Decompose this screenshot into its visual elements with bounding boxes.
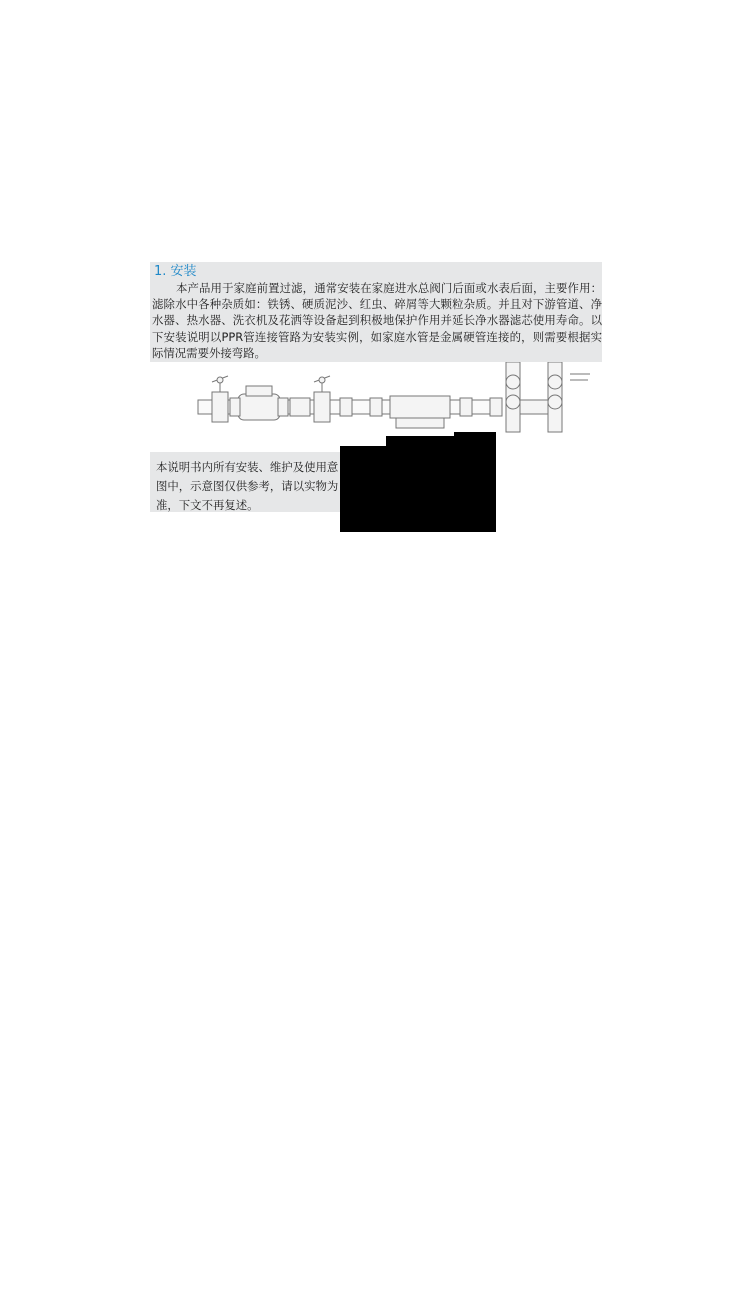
left-valve-icon [212, 376, 228, 422]
right-valve-icon [314, 376, 330, 422]
water-meter-icon [230, 386, 288, 420]
filter-housing-image [340, 446, 496, 532]
section-title: 1. 安装 [154, 264, 197, 279]
filter-head-icon [390, 396, 450, 428]
note-text: 本说明书内所有安装、维护及使用意图中，示意图仅供参考，请以实物为准，下文不再复述。 [156, 460, 339, 512]
section-body-text: 本产品用于家庭前置过滤，通常安装在家庭进水总阀门后面或水表后面，主要作用：滤除水中各种杂质如：铁锈、硬质泥沙、红虫、碎屑等大颗粒杂质。并且对下游管道、净水器、热水器、洗衣机及花洒等设备起到积极地保护作用并延长净水器滤芯使用寿命。以下安装说明以PPR管连接管路为安装实例，如家庭水管是金属硬管连接的，则需要根据实际情况需要外接弯路。 [152, 281, 602, 360]
pipe-installation-diagram [190, 362, 600, 442]
riser-left-icon [506, 362, 520, 432]
riser-right-icon [548, 362, 562, 432]
